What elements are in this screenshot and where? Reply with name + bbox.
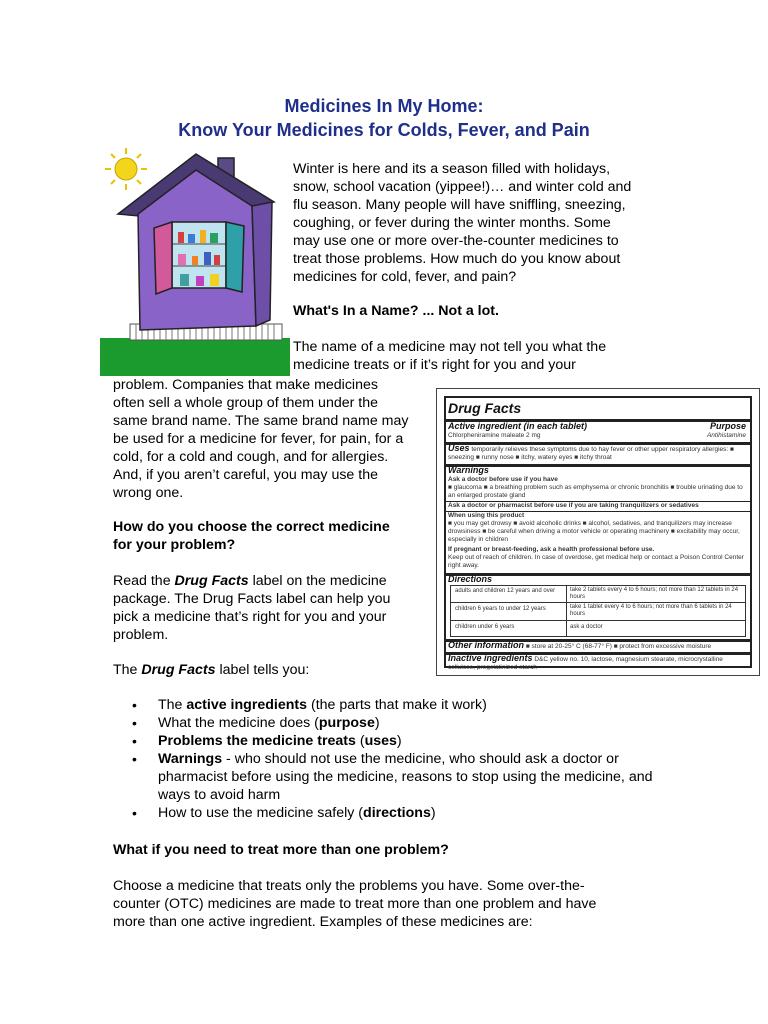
grass <box>100 338 290 376</box>
more-paragraph <box>113 877 673 931</box>
df-inactive <box>448 654 748 670</box>
divider <box>566 586 567 636</box>
intro-line: coughing, or fever during the winter months. Some <box>293 215 611 231</box>
df-dir-dose: take 2 tablets every 4 to 6 hours; not more than 12 tablets in 24 hours <box>570 587 739 600</box>
label-tells-line <box>113 661 309 679</box>
df-active-values <box>448 432 748 440</box>
df-warn-preg: If pregnant or breast-feeding, ask a health professional before use. <box>448 546 655 553</box>
text-run: ( <box>355 733 365 749</box>
drug-facts-emphasis: Drug Facts <box>141 662 216 678</box>
section-heading-name: What's In a Name? ... Not a lot. <box>293 303 499 319</box>
text-run: (the parts that make it work) <box>307 697 487 713</box>
bold-run: directions <box>363 805 431 821</box>
df-warn-ask: Ask a doctor before use if you have <box>448 476 558 483</box>
section-heading-choose <box>113 518 433 554</box>
df-active-label: Active ingredient (in each tablet) <box>448 422 588 431</box>
name-line: often sell a whole group of them under the <box>113 395 379 411</box>
drug-facts-label-image <box>436 388 760 676</box>
intro-paragraph <box>293 160 693 286</box>
bold-run: active ingredients <box>186 697 308 713</box>
df-other-text: ■ store at 20-25° C (68-77° F) ■ protect from excessive moisture <box>525 643 712 650</box>
more-line: more than one active ingredient. Examples of these medicines are: <box>113 914 533 930</box>
df-title-row <box>448 400 748 416</box>
list-item <box>114 750 674 804</box>
intro-line: Winter is here and its a season filled with holidays, <box>293 161 611 177</box>
df-purpose-label: Purpose <box>709 422 746 431</box>
text-run: How to use the medicine safely ( <box>158 805 364 821</box>
name-paragraph-left <box>113 376 433 502</box>
df-directions-table <box>450 585 746 637</box>
list-item <box>114 714 674 732</box>
choose-line: problem. <box>113 627 169 643</box>
name-line: medicine treats or if it’s right for you and your <box>293 357 576 373</box>
choose-heading-line: How do you choose the correct medicine <box>113 519 390 535</box>
text-run: ) <box>396 733 402 749</box>
drug-facts-bullet-list <box>114 696 674 822</box>
intro-line: snow, school vacation (yippee!)… and winter cold and <box>293 179 632 195</box>
df-warn-keep: Keep out of reach of children. In case of overdose, get medical help or contact a Poison Control Center right away. <box>448 554 744 569</box>
house-side <box>252 202 272 326</box>
df-dir-who: children 6 years to under 12 years <box>455 606 546 612</box>
choose-line <box>113 572 433 590</box>
text-run: label on the medicine <box>248 573 387 589</box>
intro-line: medicines for cold, fever, and pain? <box>293 269 517 285</box>
medicine-cabinet-window <box>154 222 244 294</box>
drug-facts-emphasis: Drug Facts <box>174 573 249 589</box>
name-line: cold, for a cold and cough, and for allergies. <box>113 449 389 465</box>
name-line: be used for a medicine for fever, for pain, for a <box>113 431 404 447</box>
name-line: problem. Companies that make medicines <box>113 377 378 393</box>
df-active-value: Chlorpheniramine maleate 2 mg <box>448 432 541 439</box>
text-run: Read the <box>113 573 175 589</box>
more-line: Choose a medicine that treats only the problems you have. Some over-the- <box>113 878 585 894</box>
list-item <box>114 804 674 822</box>
choose-heading-line: for your problem? <box>113 537 236 553</box>
choose-line: package. The Drug Facts label can help you <box>113 591 391 607</box>
df-title: Drug Facts <box>448 400 522 416</box>
text-run: ) <box>430 805 436 821</box>
name-paragraph-right <box>293 338 693 374</box>
bold-run: uses <box>364 733 397 749</box>
df-warnings-label: Warnings <box>448 466 489 475</box>
house-illustration <box>100 144 290 376</box>
text-run: The <box>113 662 142 678</box>
drug-facts-panel <box>444 396 752 668</box>
df-purpose-value: Antihistamine <box>706 432 746 439</box>
sun-icon <box>105 148 147 190</box>
text-run: - who should not use the medicine, who should ask a doctor or pharmacist before using the medicine, reasons to stop using the medicine, and ways to avoid harm <box>158 751 653 803</box>
df-warn-items: ■ glaucoma ■ a breathing problem such as emphysema or chronic bronchitis ■ trouble urinating due to an enlarged prostate gland <box>448 484 743 499</box>
divider <box>451 602 745 603</box>
df-uses-label: Uses <box>448 444 470 453</box>
choose-paragraph <box>113 572 433 644</box>
more-line: counter (OTC) medicines are made to treat more than one problem and have <box>113 896 597 912</box>
name-line: And, if you aren’t careful, you may use the <box>113 467 378 483</box>
df-inactive-text: D&C yellow no. 10, lactose, magnesium stearate, microcrystalline cellulose, pregelatinized starch <box>448 656 723 670</box>
df-other <box>448 641 748 651</box>
section-heading-more: What if you need to treat more than one problem? <box>113 842 449 858</box>
df-dir-who: adults and children 12 years and over <box>455 588 556 594</box>
choose-line: pick a medicine that’s right for you and your <box>113 609 387 625</box>
bold-run: purpose <box>318 715 375 731</box>
text-run: What the medicine does ( <box>158 715 319 731</box>
name-line: same brand name. The same brand name may <box>113 413 409 429</box>
df-warn-pharm: Ask a doctor or pharmacist before use if you are taking tranquilizers or sedatives <box>448 502 699 509</box>
divider <box>451 620 745 621</box>
intro-line: flu season. Many people will have sniffling, sneezing, <box>293 197 626 213</box>
list-item <box>114 732 674 750</box>
df-directions-label-row <box>448 575 748 585</box>
list-item <box>114 696 674 714</box>
page-title-line2: Know Your Medicines for Colds, Fever, and Pain <box>178 120 590 140</box>
text-run: The <box>158 697 187 713</box>
df-warnings-label-row <box>448 466 748 476</box>
df-uses <box>448 444 748 462</box>
name-line: The name of a medicine may not tell you what the <box>293 339 607 355</box>
df-dir-who: children under 6 years <box>455 624 515 630</box>
df-dir-dose: ask a doctor <box>570 624 603 630</box>
df-other-label: Other information <box>448 641 524 650</box>
df-active-header <box>448 422 748 432</box>
df-warn-using-items: ■ you may get drowsy ■ avoid alcoholic drinks ■ alcohol, sedatives, and tranquilizers may increase drowsiness ■ be careful when driving a motor vehicle or operating machinery ■ excitability may occur, especially in children <box>448 520 740 543</box>
bold-run: Warnings <box>158 751 223 767</box>
text-run: label tells you: <box>215 662 310 678</box>
df-directions-label: Directions <box>448 575 493 584</box>
df-uses-text: temporarily relieves these symptoms due to hay fever or other upper respiratory allergies: ■ sneezing ■ runny nose ■ itchy, watery eyes ■ itchy throat <box>448 446 734 461</box>
bold-run: Problems the medicine treats <box>158 733 356 749</box>
intro-line: treat those problems. How much do you know about <box>293 251 621 267</box>
name-line: wrong one. <box>113 485 184 501</box>
df-warn-using: When using this product <box>448 512 525 519</box>
df-dir-dose: take 1 tablet every 4 to 6 hours; not more than 6 tablets in 24 hours <box>570 604 732 617</box>
page-title-line1: Medicines In My Home: <box>284 96 484 116</box>
intro-line: may use one or more over-the-counter medicines to <box>293 233 619 249</box>
text-run: ) <box>374 715 380 731</box>
df-inactive-label: Inactive ingredients <box>448 654 533 663</box>
